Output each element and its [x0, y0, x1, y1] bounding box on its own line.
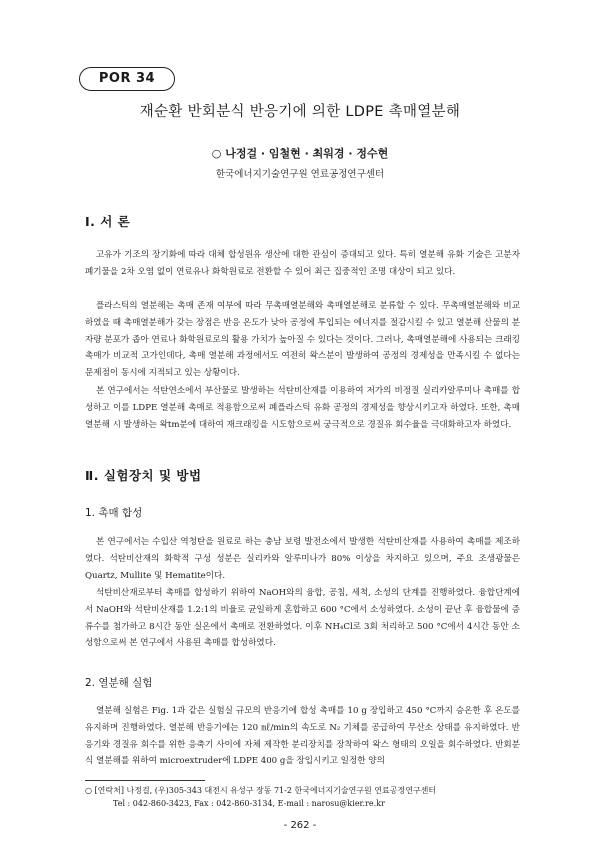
subsection-heading-catalyst: 1. 촉매 합성	[85, 507, 143, 519]
affiliation: 한국에너지기술연구원 연료공정연구센터	[215, 169, 385, 180]
intro-paragraph-3: 본 연구에서는 석탄연소에서 부산물로 발생하는 석탄비산재를 이용하여 저가의 비정질 실리카알루미나 촉매를 합성하고 이를 LDPE 열분해 촉매로 적용함으로써 폐플라스틱 유화 공정의 경제성을 향상시키고자 하였다. 또한, 촉매 열분해 시 발생하는 왁tm분에 대하여 재크래킹을 시도함으로써 궁극적으로 경질유 회수율을 극대화하고자 하였다.	[85, 386, 520, 430]
pyrolysis-paragraph-1: 열분해 실험은 Fig. 1과 같은 실험실 규모의 반응기에 합성 촉매를 10 g 장입하고 450 °C까지 승온한 후 온도를 유지하며 진행하였다. 열분해 반응기에는 120 ㎖/min의 속도로 N₂ 기체를 공급하여 무산소 상태를 유지하였다. 반응기와 경질유 회수를 위한 응축기 사이에 자체 제작한 분리장치를 장착하여 왁스 형태의 오일을 회수하였다. 반회분식 열분해를 위하여 microextruder에 LDPE 400 g을 장입시키고 일정한 양의	[85, 706, 520, 767]
footnote-divider	[85, 780, 205, 781]
footnote-line-1: ○ [연락처] 나정걸, (우)305-343 대전시 유성구 장동 71-2 한국에너지기술연구원 연료공정연구센터	[85, 786, 437, 795]
intro-paragraph-1: 고유가 기조의 장기화에 따라 대체 합성원유 생산에 대한 관심이 증대되고 있다. 특히 열분해 유화 기술은 고분자 폐기물을 2차 오염 없이 연료유나 화학원료로 전환할 수 있어 최근 집중적인 조명 대상이 되고 있다.	[85, 250, 520, 277]
catalyst-paragraph-1: 본 연구에서는 수입산 역청탄을 원료로 하는 충남 보령 발전소에서 발생한 석탄비산재를 사용하여 촉매를 제조하였다. 석탄비산재의 화학적 구성 성분은 실리카와 알루미나가 80% 이상을 차지하고 있으며, 주요 조생광물은 Quartz, Mullite 및 Hematite이다.	[85, 537, 520, 581]
subsection-heading-pyrolysis: 2. 열분해 실험	[85, 677, 153, 689]
paper-title: 재순환 반회분식 반응기에 의한 LDPE 촉매열분해	[139, 104, 461, 120]
section-heading-experiment: Ⅱ. 실험장치 및 방법	[85, 468, 202, 483]
footnote-line-2: Tel : 042-860-3423, Fax : 042-860-3134, E-mail : narosu@kier.re.kr	[113, 799, 385, 808]
page-number: - 262 -	[283, 820, 317, 831]
intro-paragraph-2: 플라스틱의 열분해는 촉매 존재 여부에 따라 무촉매열분해와 촉매열분해로 분류할 수 있다. 무촉매열분해와 비교하였을 때 촉매열분해가 갖는 장점은 반응 온도가 낮아 공정에 투입되는 에너지를 절감시킬 수 있고 열분해 산물의 분자량 분포가 좁아 연료나 화학원료로의 활용 가치가 높아질 수 있다는 것이다. 그러나, 촉매열분해에 사용되는 크래킹 촉매가 비교적 고가인데다, 촉매 열분해 과정에서도 여전히 왁스분이 발생하여 공정의 경제성을 만족시킬 수 없다는 문제점이 동시에 지적되고 있는 상황이다.	[85, 301, 520, 379]
section-heading-intro: Ⅰ. 서 론	[85, 214, 131, 229]
session-badge: POR 34	[79, 67, 175, 91]
contact-footnote	[85, 784, 535, 810]
catalyst-paragraph-2: 석탄비산재로부터 촉매를 합성하기 위하여 NaOH와의 융합, 공침, 세척, 소성의 단계를 진행하였다. 융합단계에서 NaOH와 석탄비산재를 1.2:1의 비율로 균일하게 혼합하고 600 °C에서 소성하였다. 소성이 끝난 후 융합물에 증류수를 첨가하고 8시간 동안 실온에서 촉매로 전환하였다. 이후 NH₄Cl로 3회 처리하고 500 °C에서 4시간 동안 소성함으로써 본 연구에서 사용된 촉매를 합성하였다.	[85, 588, 520, 649]
author-list: ○ 나정걸 · 임철현 · 최워경 · 정수현	[211, 147, 389, 160]
